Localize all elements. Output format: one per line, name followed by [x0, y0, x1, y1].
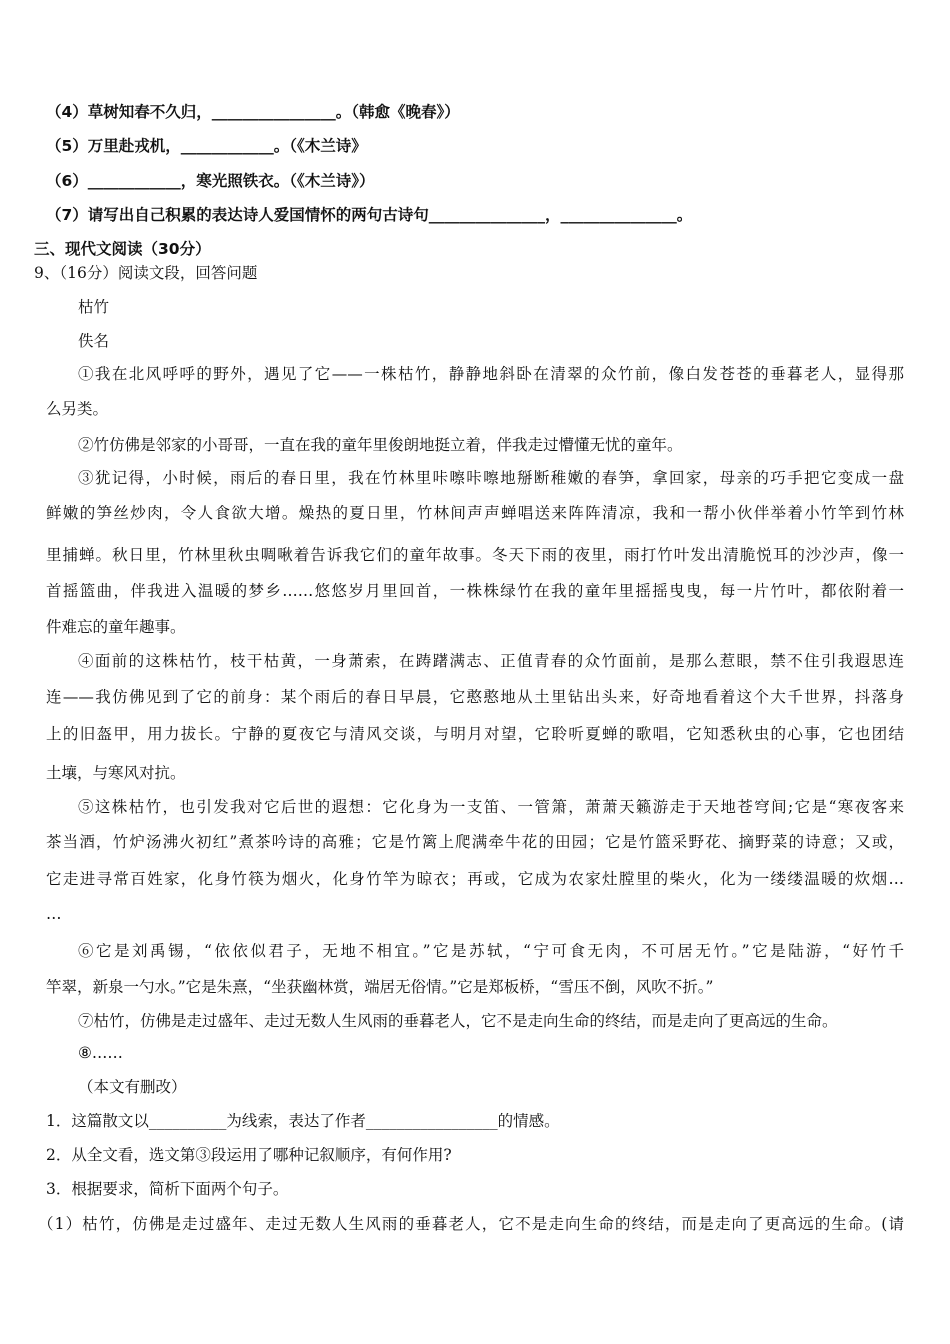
paragraph-4-line-1: ④面前的这株枯竹，枝干枯黄，一身萧索，在踌躇满志、正值青春的众竹面前，是那么惹眼，禁不住引我遐思连: [78, 652, 904, 670]
fill-blank-item-4: （4）草树知春不久归，________________。（韩愈《晚春》）: [46, 103, 460, 121]
paragraph-3-line-1: ③犹记得，小时候，雨后的春日里，我在竹林里咔嚓咔嚓地掰断稚嫩的春笋，拿回家，母亲的巧手把它变成一盘: [78, 469, 904, 487]
paragraph-4-line-2: 连——我仿佛见到了它的前身：某个雨后的春日早晨，它憨憨地从土里钻出头来，好奇地看着这个大千世界，抖落身: [46, 688, 904, 706]
paragraph-5-line-1: ⑤这株枯竹，也引发我对它后世的遐想：它化身为一支笛、一管箫，萧萧天籁游走于天地苍穹间;它是“寒夜客来: [78, 798, 904, 816]
paragraph-5-line-2: 茶当酒，竹炉汤沸火初红”煮茶吟诗的高雅；它是竹篱上爬满牵牛花的田园；它是竹篮采野花、摘野菜的诗意；又或，: [46, 833, 904, 851]
paragraph-3-line-5: 件难忘的童年趣事。: [46, 618, 186, 636]
question-3-sub-1: （1）枯竹，仿佛是走过盛年、走过无数人生风雨的垂暮老人，它不是走向生命的终结，而是走向了更高远的生命。(请: [38, 1215, 904, 1233]
paragraph-5-line-3: 它走进寻常百姓家，化身竹筷为烟火，化身竹竿为晾衣；再或，它成为农家灶膛里的柴火，化为一缕缕温暖的炊烟…: [46, 870, 904, 888]
paragraph-3-line-4: 首摇篮曲，伴我进入温暖的梦乡……悠悠岁月里回首，一株株绿竹在我的童年里摇摇曳曳，每一片竹叶，都依附着一: [46, 582, 904, 600]
section-title: 三、现代文阅读（30分）: [34, 240, 211, 258]
paragraph-6-line-1: ⑥它是刘禹锡，“依依似君子，无地不相宜。”它是苏轼，“宁可食无肉，不可居无竹。”它是陆游，“好竹千: [78, 942, 904, 960]
question-2: 2．从全文看，选文第③段运用了哪种记叙顺序，有何作用?: [46, 1146, 452, 1164]
fill-blank-item-6: （6）____________，寒光照铁衣。（《木兰诗》）: [46, 172, 375, 190]
paragraph-4-line-4: 土壤，与寒风对抗。: [46, 764, 186, 782]
fill-blank-item-5: （5）万里赴戎机，____________。（《木兰诗》: [46, 137, 367, 155]
article-author: 佚名: [78, 332, 110, 350]
fill-blank-item-7: （7）请写出自己积累的表达诗人爱国情怀的两句古诗句_______________，_______________。: [46, 206, 693, 224]
paragraph-5-line-4: …: [46, 905, 62, 923]
paragraph-1-line-1: ①我在北风呼呼的野外，遇见了它——一株枯竹，静静地斜卧在清翠的众竹前，像白发苍苍的垂暮老人，显得那: [78, 365, 904, 383]
paragraph-6-line-2: 竿翠，新泉一勺水。”它是朱熹，“坐获幽林赏，端居无俗情。”它是郑板桥，“雪压不倒，风吹不折。”: [46, 978, 714, 996]
paragraph-8: ⑧……: [78, 1044, 123, 1062]
paragraph-1-line-2: 么另类。: [46, 400, 109, 418]
paragraph-7: ⑦枯竹，仿佛是走过盛年、走过无数人生风雨的垂暮老人，它不是走向生命的终结，而是走向了更高远的生命。: [78, 1012, 838, 1030]
edit-note: （本文有删改）: [78, 1078, 187, 1096]
article-title: 枯竹: [78, 298, 110, 316]
paragraph-3-line-2: 鲜嫩的笋丝炒肉，令人食欲大增。燥热的夏日里，竹林间声声蝉唱送来阵阵清凉，我和一帮小伙伴举着小竹竿到竹林: [46, 504, 904, 522]
paragraph-2: ②竹仿佛是邻家的小哥哥，一直在我的童年里俊朗地挺立着，伴我走过懵懂无忧的童年。: [78, 436, 683, 454]
paragraph-4-line-3: 上的旧盔甲，用力拔长。宁静的夏夜它与清风交谈，与明月对望，它聆听夏蝉的歌唱，它知悉秋虫的心事，它也团结: [46, 725, 904, 743]
paragraph-3-line-3: 里捕蝉。秋日里，竹林里秋虫啁啾着告诉我它们的童年故事。冬天下雨的夜里，雨打竹叶发出清脆悦耳的沙沙声，像一: [46, 546, 904, 564]
question-1: 1．这篇散文以__________为线索，表达了作者_________________的情感。: [46, 1112, 560, 1130]
question-3: 3．根据要求，简析下面两个句子。: [46, 1180, 289, 1198]
question-intro: 9、（16分）阅读文段，回答问题: [34, 264, 258, 282]
